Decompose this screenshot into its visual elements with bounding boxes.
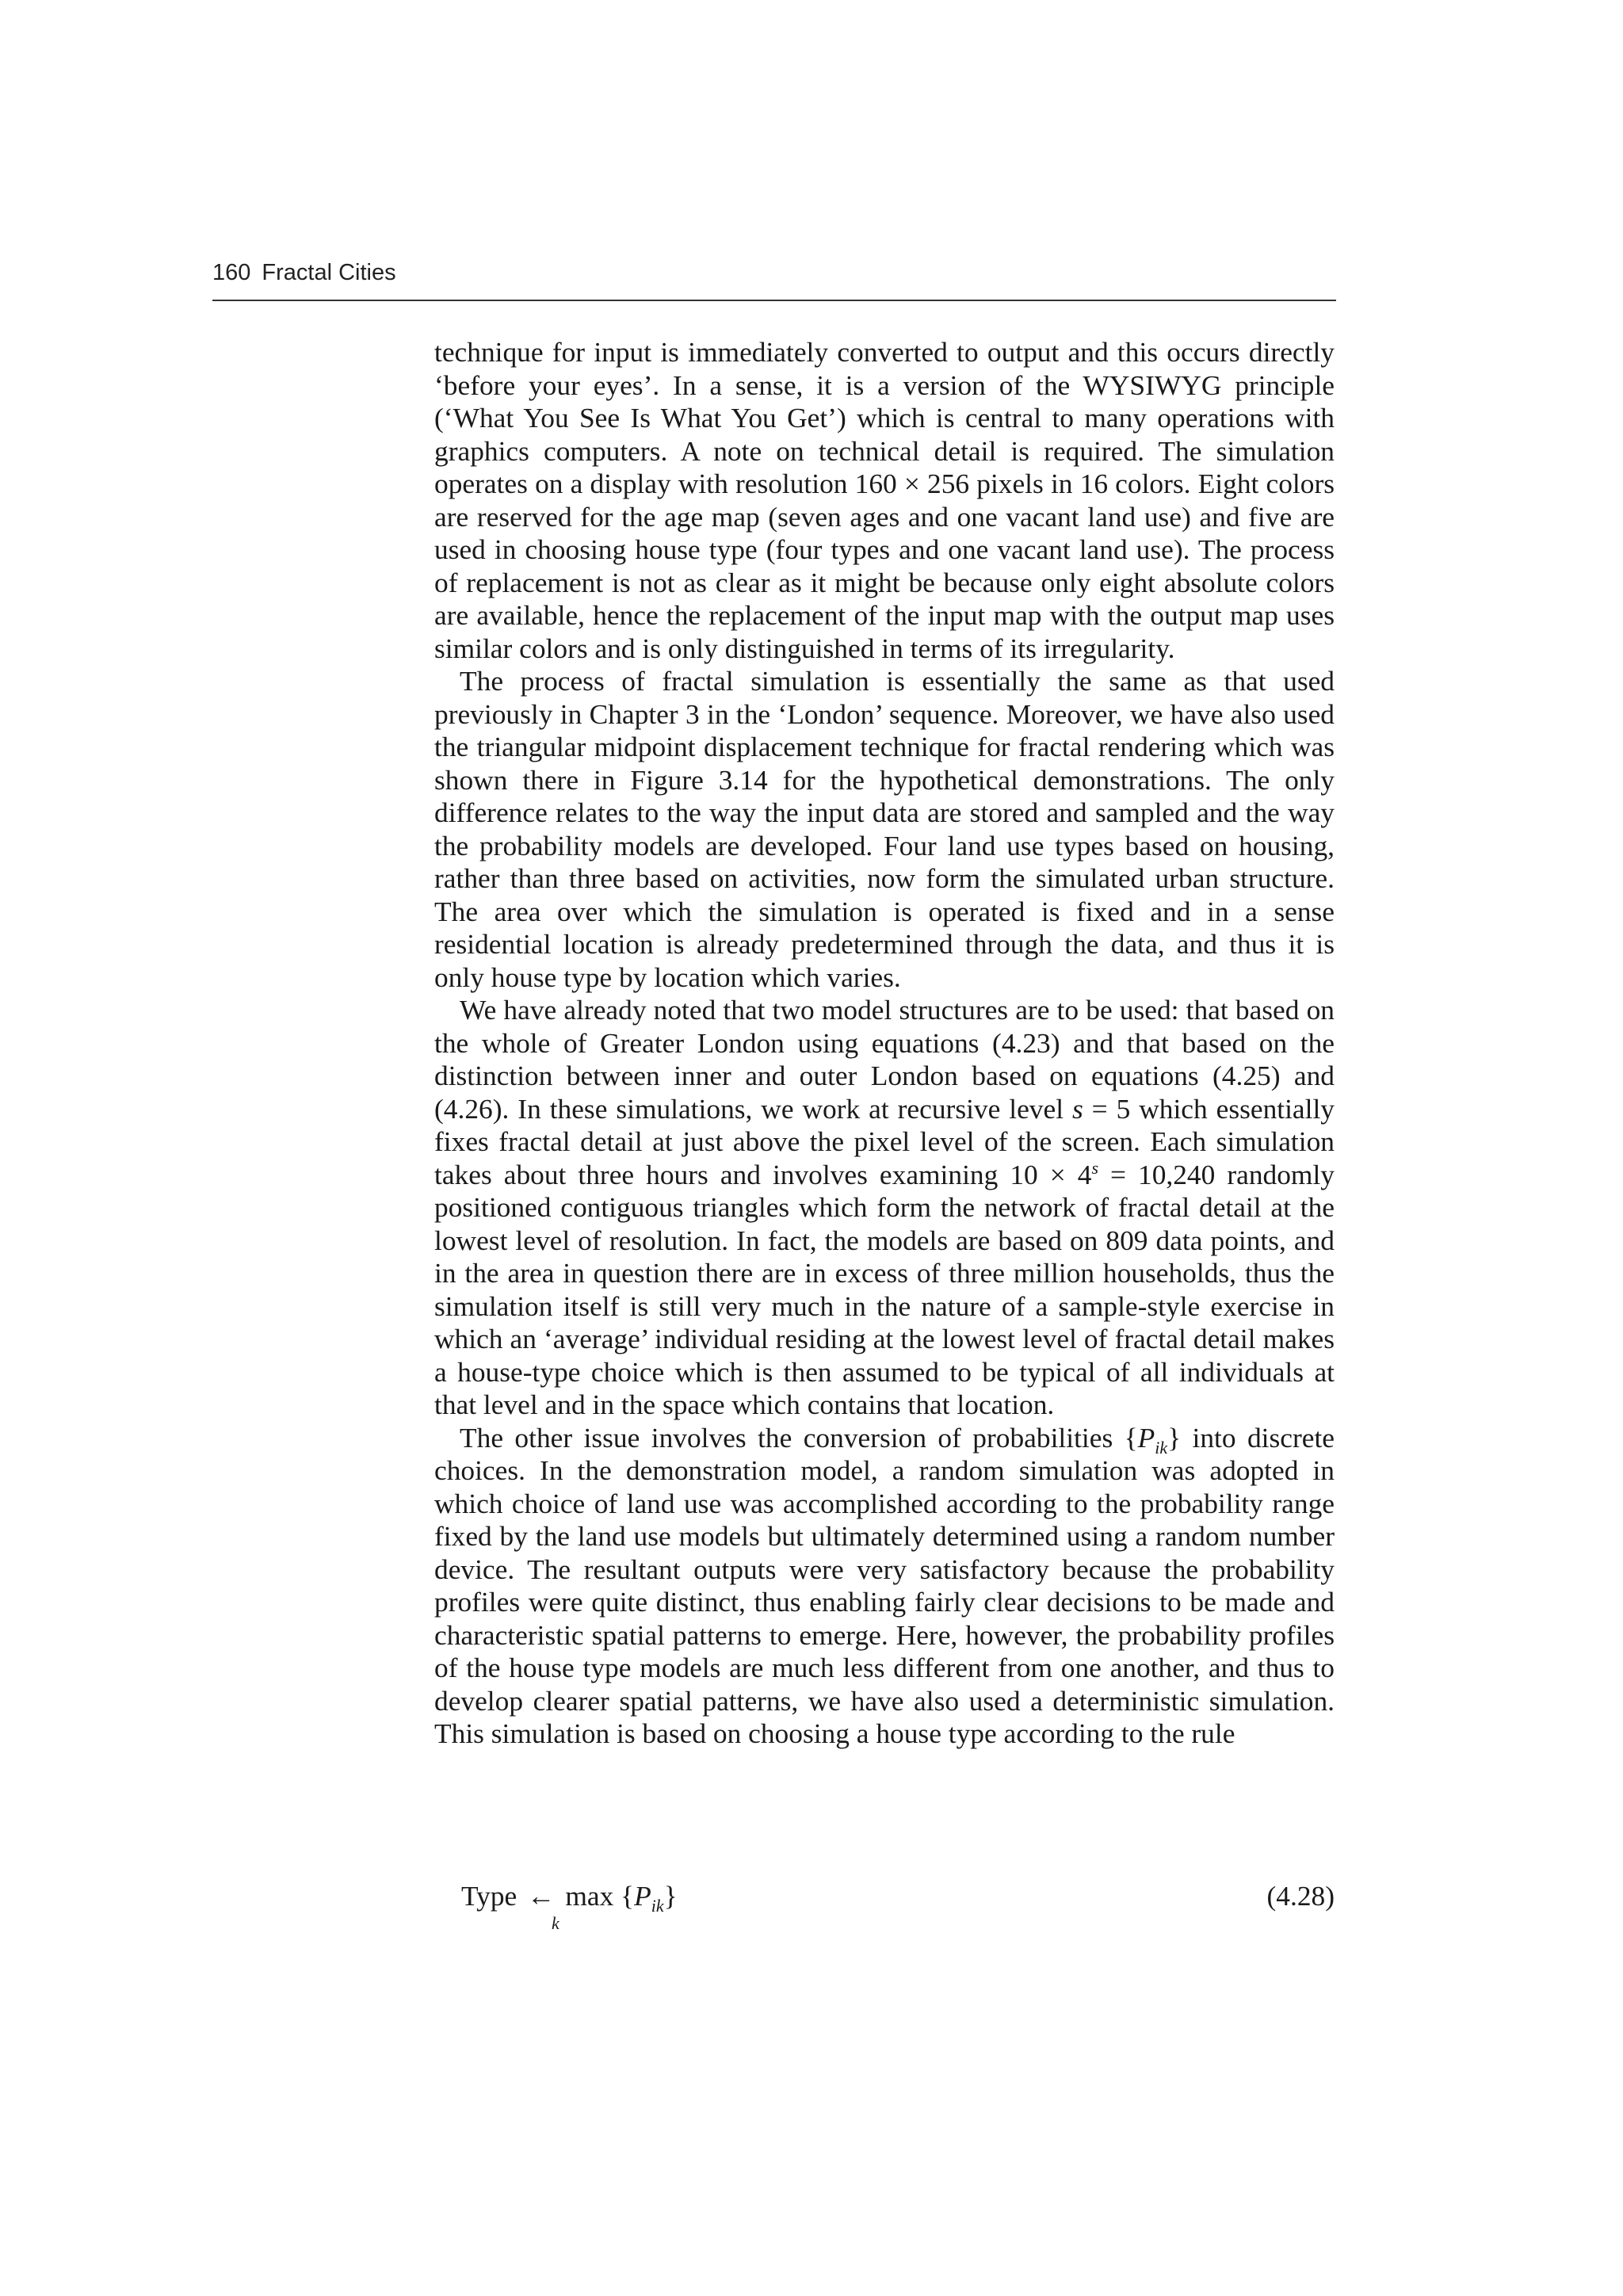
subscript-ik: ik <box>1155 1437 1168 1457</box>
header-rule <box>212 300 1336 301</box>
variable-s: s <box>1071 1092 1083 1125</box>
paragraph-4: The other issue involves the conversion of probabilities $\{P_{ik}\}$ into discrete choices. In the demonstration model, a random simulation was adopted in which choice of land use was accomplished according to the probability range fixed by the land use models but ultimately determined using a random number device. The resultant outputs were very satisfactory because the probability profiles were quite distinct, thus enabling fairly clear decisions to be made and characteristic spatial patterns to emerge. Here, however, the probability profiles of the house type models are much less different from one another, and thus to develop clearer spatial patterns, we have also used a deterministic simulation. This simulation is based on choosing a house type according to the rule <box>434 1421 1335 1749</box>
running-header <box>212 258 1336 298</box>
equation-open-brace: { <box>621 1880 635 1912</box>
equation-4-28 <box>434 1880 1335 1935</box>
equation-subscript: ik <box>651 1896 664 1916</box>
variable-p: P <box>1137 1421 1155 1454</box>
equation-operator: max <box>565 1880 614 1912</box>
equation-variable: P <box>634 1880 651 1912</box>
equation-number: (4.28) <box>1266 1880 1335 1912</box>
equation-lhs: Type <box>461 1880 517 1912</box>
superscript-s: s <box>1091 1157 1098 1178</box>
page-number: 160 <box>212 260 251 285</box>
body-text <box>434 336 1335 1751</box>
running-title: Fractal Cities <box>262 260 396 285</box>
assign-arrow-icon: ← <box>527 1880 556 1912</box>
equation-body <box>461 1880 678 1916</box>
paragraph-2: The process of fractal simulation is essentially the same as that used previously in Chapter 3 in the ‘London’ sequence. Moreover, we have also used the triangular midpoint displacement technique for fractal rendering which was shown there in Figure 3.14 for the hypothetical demonstrations. The only difference relates to the way the input data are stored and sampled and the way the probability models are developed. Four land use types based on housing, rather than three based on activities, now form the simulated urban structure. The area over which the simulation is operated is fixed and in a sense residential location is already predetermined through the data, and thus it is only house type by location which varies. <box>434 665 1335 993</box>
paragraph-1: technique for input is immediately converted to output and this occurs directly ‘before your eyes’. In a sense, it is a version of the WYSIWYG principle (‘What You See Is What You Get’) which is central to many operations with graphics computers. A note on technical detail is required. The simulation operates on a display with resolution 160 × 256 pixels in 16 colors. Eight colors are reserved for the age map (seven ages and one vacant land use) and five are used in choosing house type (four types and one vacant land use). The process of replacement is not as clear as it might be because only eight absolute colors are available, hence the replacement of the input map with the output map uses similar colors and is only distinguished in terms of its irregularity. <box>434 336 1335 664</box>
equation-max-index: k <box>552 1913 559 1933</box>
equation-close-brace: } <box>663 1880 678 1912</box>
paragraph-3: We have already noted that two model structures are to be used: that based on the whole of Greater London using equations (4.23) and that based on the distinction between inner and outer London based on equations (4.25) and (4.26). In these simulations, we work at recursive level s = 5 which essentially fixes fractal detail at just above the pixel level of the screen. Each simulation takes about three hours and involves examining $10 \times 4^s = 10,240$ randomly positioned contiguous triangles which form the network of fractal detail at the lowest level of resolution. In fact, the models are based on 809 data points, and in the area in question there are in excess of three million households, thus the simulation itself is still very much in the nature of a sample-style exercise in which an ‘average’ individual residing at the lowest level of fractal detail makes a house-type choice which is then assumed to be typical of all individuals at that level and in the space which contains that location. <box>434 994 1335 1420</box>
